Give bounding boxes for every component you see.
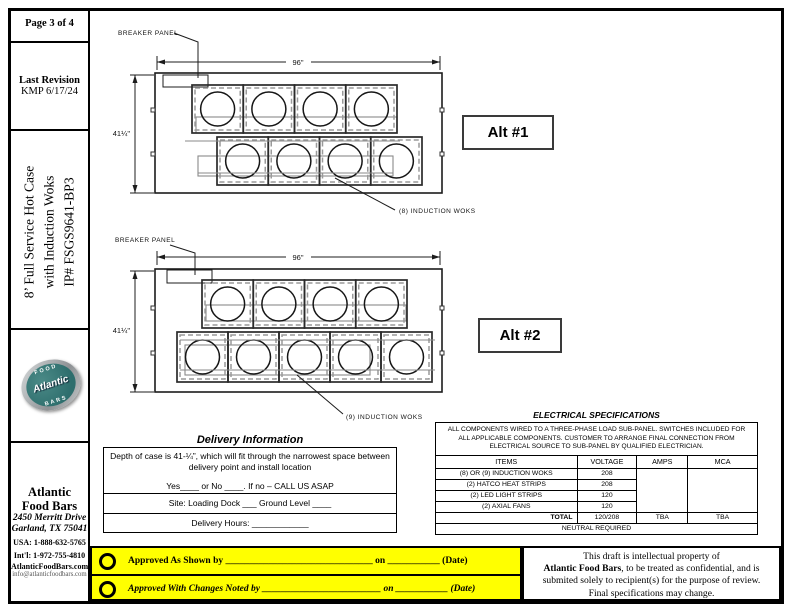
- last-revision-cell: [11, 43, 90, 131]
- alt2-height-dimension: 41¼": [112, 326, 130, 335]
- approval-circle-icon[interactable]: [99, 553, 116, 570]
- product-title-line2: with Induction Woks: [41, 175, 57, 289]
- atlantic-food-bars-logo-icon: [15, 352, 88, 418]
- item-cell: (2) AXIAL FANS: [436, 501, 578, 512]
- alt1-width-dimension: 96": [292, 58, 304, 67]
- approved-with-changes-row[interactable]: [92, 576, 520, 602]
- voltage-cell: 208: [577, 468, 637, 479]
- company-phone-intl: Int'l: 1-972-755-4810: [13, 550, 86, 560]
- confidentiality-line4: Final specifications may change.: [588, 587, 715, 599]
- last-revision-value: KMP 6/17/24: [20, 86, 79, 97]
- neutral-required-note: NEUTRAL REQUIRED: [436, 523, 758, 534]
- company-city: Garland, TX 75041: [11, 524, 88, 534]
- confidentiality-line1: This draft is intellectual property of: [583, 551, 720, 562]
- company-website: AtlanticFoodBars.com: [11, 562, 89, 571]
- col-header-voltage: VOLTAGE: [577, 455, 637, 468]
- voltage-cell: 208: [577, 479, 637, 490]
- last-revision-label: Last Revision: [19, 75, 80, 86]
- voltage-cell: 120: [577, 501, 637, 512]
- approval-section: [90, 546, 522, 601]
- company-email: info@atlanticfoodbars.com: [12, 571, 87, 578]
- page-number-cell: [11, 11, 90, 43]
- delivery-depth-line1: Depth of case is 41-¼”, which will fit through the narrowest space between: [110, 451, 390, 461]
- approved-as-shown-row[interactable]: [92, 548, 520, 576]
- company-name-line1: Atlantic: [27, 485, 72, 499]
- product-title-line3: IP# FSGS9641-BP3: [61, 177, 77, 287]
- total-label: TOTAL: [436, 512, 578, 523]
- approved-as-shown-text: Approved As Shown by _______________________________ on ___________ (Date): [128, 556, 468, 566]
- voltage-cell: 120: [577, 490, 637, 501]
- alt1-wok-array: [192, 85, 422, 185]
- electrical-note: ALL COMPONENTS WIRED TO A THREE-PHASE LOAD SUB-PANEL. SWITCHES INCLUDED FOR ALL APPLICABLE COMPONENTS. CUSTOMER TO ARRANGE FINAL CONNECTION FROM ELECTRICAL SOURCE TO SUB-PANEL BY QUALIFIED ELECTRICIAN.: [436, 423, 758, 456]
- table-row: [436, 468, 758, 479]
- approved-with-changes-text: Approved With Changes Noted by _________________________ on ___________ (Date): [128, 584, 476, 594]
- product-title-cell: [11, 131, 90, 330]
- confidentiality-line2-rest: , to be treated as confidential, and is: [621, 563, 760, 575]
- electrical-specs-title: ELECTRICAL SPECIFICATIONS: [533, 410, 660, 420]
- company-name-line2: Food Bars: [21, 499, 78, 513]
- delivery-info-title: Delivery Information: [196, 434, 304, 446]
- logo-text-middle: Atlantic: [31, 373, 70, 396]
- logo-text-top: FOOD: [33, 363, 59, 377]
- confidentiality-line2: [524, 563, 779, 575]
- alt1-woks-label: (8) INDUCTION WOKS: [399, 208, 476, 215]
- alt2-label-box: [478, 318, 562, 353]
- logo-cell: [11, 330, 90, 443]
- company-address-cell: [11, 443, 90, 601]
- alt2-label: Alt #2: [499, 327, 541, 344]
- logo-text-bottom: BARS: [44, 394, 69, 408]
- amps-blank-cell: [637, 468, 688, 512]
- alt1-label: Alt #1: [487, 124, 529, 141]
- delivery-info-box: [103, 447, 397, 533]
- delivery-yes-no-line[interactable]: Yes____ or No ____. If no – CALL US ASAP: [166, 481, 334, 491]
- alt1-drawing: [90, 20, 485, 225]
- col-header-amps: AMPS: [637, 455, 688, 468]
- alt1-label-box: [462, 115, 554, 150]
- total-voltage: 120/208: [577, 512, 637, 523]
- alt1-breaker-panel-label: BREAKER PANEL: [118, 30, 179, 37]
- company-street: 2450 Merritt Drive: [12, 513, 87, 523]
- total-amps: TBA: [637, 512, 688, 523]
- item-cell: (2) LED LIGHT STRIPS: [436, 490, 578, 501]
- delivery-depth-row: [104, 448, 396, 494]
- alt2-drawing: [90, 225, 485, 430]
- total-row: [436, 512, 758, 523]
- delivery-site-row[interactable]: Site: Loading Dock ___ Ground Level ____: [104, 494, 396, 514]
- item-cell: (2) HATCO HEAT STRIPS: [436, 479, 578, 490]
- product-title-line1: 8’ Full Service Hot Case: [21, 165, 37, 299]
- item-cell: (8) OR (9) INDUCTION WOKS: [436, 468, 578, 479]
- alt2-width-dimension: 96": [292, 253, 304, 262]
- delivery-depth-line2: delivery point and install location: [188, 462, 312, 472]
- alt1-height-dimension: 41¼": [112, 129, 130, 138]
- confidentiality-box: [522, 546, 781, 601]
- delivery-hours-row[interactable]: Delivery Hours: ____________: [191, 518, 309, 528]
- confidentiality-company: Atlantic Food Bars: [543, 563, 622, 575]
- alt2-wok-array: [177, 280, 432, 382]
- alt2-woks-label: (9) INDUCTION WOKS: [346, 414, 423, 421]
- confidentiality-line3: submited solely to recipient(s) for the purpose of review.: [542, 575, 761, 587]
- page-number: Page 3 of 4: [25, 18, 74, 29]
- product-title: [20, 133, 82, 332]
- col-header-mca: MCA: [688, 455, 758, 468]
- approval-circle-icon[interactable]: [99, 581, 116, 598]
- total-mca: TBA: [688, 512, 758, 523]
- electrical-specs-table: [435, 422, 758, 535]
- alt2-breaker-panel-label: BREAKER PANEL: [115, 237, 176, 244]
- company-phone-usa: USA: 1-888-632-5765: [13, 538, 86, 547]
- col-header-items: ITEMS: [436, 455, 578, 468]
- mca-blank-cell: [688, 468, 758, 512]
- alt2-breaker-panel: [167, 270, 212, 283]
